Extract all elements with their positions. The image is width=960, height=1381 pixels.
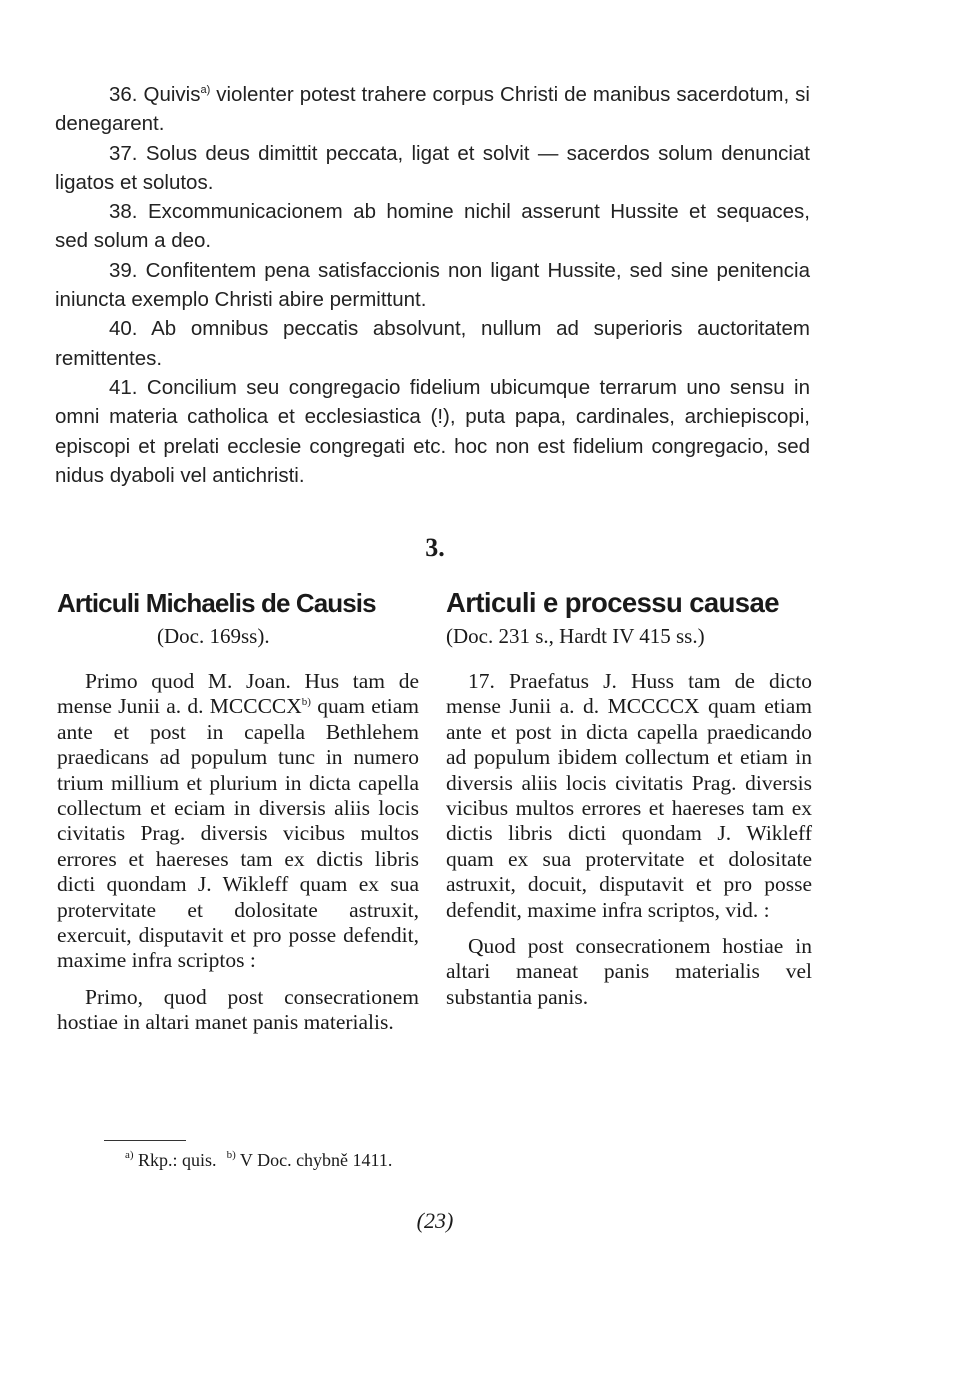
article-number: 37. [109,141,138,165]
article-number: 40. [109,317,138,341]
right-column-paragraph: 17. Praefatus J. Huss tam de dicto mense Junii a. d. MCCCCX quam etiam ante et post in dicta capella praedicando ad populum ibidem collectum et etiam in diversis aliis locis civitatis Prag. diversis vicibus multos errores et haereses tam ex dictis libris dicti quondam J. Wikleff quam ex sua protervitate et dolositate astruxit, docuit, disputavit et pro posse defendit, maxime infra scriptos, vid. : [446,669,812,922]
left-column-source: (Doc. 169ss). [157,624,270,648]
article-37: 37. Solus deus dimittit peccata, ligat et solvit — sacerdos solum denunciat ligatos et solutos. [55,141,810,194]
article-number: 38. [109,200,138,224]
footnote-a: Rkp.: quis. [133,1150,217,1170]
section-number: 3. [425,533,445,562]
footnote-ref-b: b) [301,696,311,709]
page-number: (23) [416,1208,454,1233]
article-36: 36. Quivis$^{a)}$ violenter potest trahere corpus Christi de manibus sacerdotum, si denegarent. [55,83,810,136]
footnote-mark-a: a) [125,1149,134,1161]
right-column-paragraph: Quod post consecrationem hostiae in altari maneat panis materialis vel substantia panis. [446,934,812,1009]
left-column-paragraph: Primo, quod post consecrationem hostiae in altari manet panis materialis. [57,984,419,1035]
footnotes [125,1147,392,1173]
article-40: 40. Ab omnibus peccatis absolvunt, nullum ad superioris auctoritatem remittentes. [55,317,810,370]
article-number: 41. [109,375,138,399]
footnote-b: V Doc. chybně 1411. [235,1150,393,1170]
right-column [446,585,812,1010]
article-number: 36. [109,83,138,106]
footnote-mark-b: b) [226,1149,236,1161]
article-39: 39. Confitentem pena satisfaccionis non ligant Hussite, sed sine penitencia iniuncta exemplo Christi abire permittunt. [55,258,810,312]
footnote-divider [104,1140,186,1141]
article-number: 39. [109,258,138,282]
left-column-paragraph: Primo quod M. Joan. Hus tam de mense Junii a. d. MCCCCX$^{b)}$ quam etiam ante et post in capella Bethlehem praedicans ad populum tunc in numero trium millium et plurium in dicta capella collectum et eciam in diversis aliis locis civitatis Prag. diversis vicibus multos errores et haereses tam ex dictis libris dicti quondam J. Wikleff quam ex sua protervitate et dolositate astruxit, exercuit, disputavit et pro posse defendit, maxime infra scriptos : [57,669,419,973]
right-column-title: Articuli e processu causae [446,587,779,618]
right-column-source: (Doc. 231 s., Hardt IV 415 ss.) [446,624,705,648]
article-38: 38. Excommunicacionem ab homine nichil asserunt Hussite et sequaces, sed solum a deo. [55,200,810,253]
article-41: 41. Concilium seu congregacio fidelium ubicumque terrarum uno sensu in omni materia catholica et ecclesiastica (!), puta papa, cardinales, archiepiscopi, episcopi et prelati ecclesie congregati etc. hoc non est fidelium congregacio, sed nidus dyaboli vel antichristi. [55,375,810,487]
footnote-ref-a: a) [200,84,211,96]
left-column-title: Articuli Michaelis de Causis [57,588,376,618]
articles-list [55,80,810,490]
left-column [57,585,419,1036]
